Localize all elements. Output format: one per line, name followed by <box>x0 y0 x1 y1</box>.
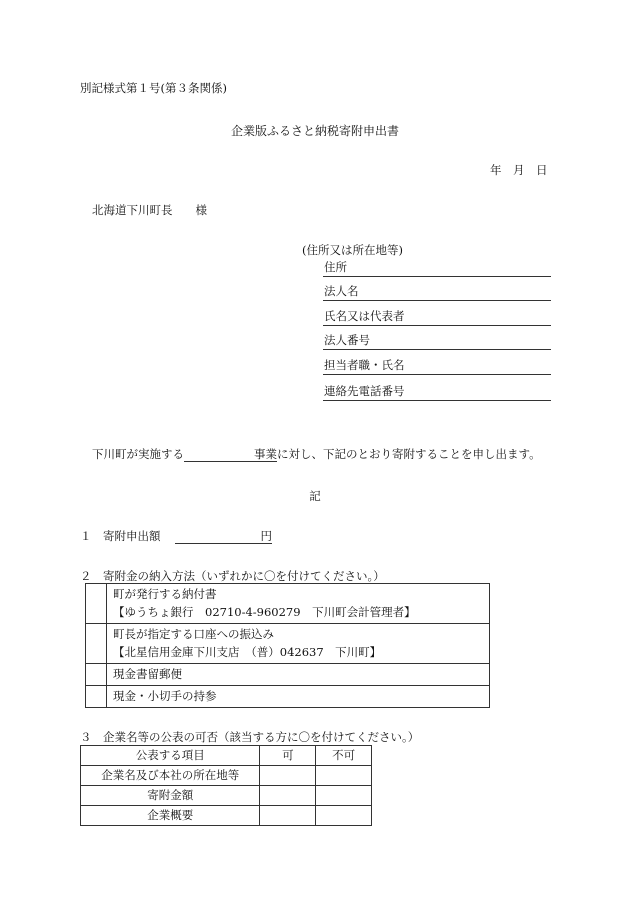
donation-amount-blank[interactable] <box>175 531 261 544</box>
applicant-representative-label: 氏名又は代表者 <box>324 309 405 323</box>
payment-option-mark-cell[interactable] <box>86 584 107 624</box>
payment-option-mark-cell[interactable] <box>86 624 107 664</box>
addressee: 北海道下川町長 様 <box>92 203 207 217</box>
publication-heading: ３ 企業名等の公表の可否（該当する方に〇を付けてください。） <box>80 730 420 744</box>
publication-yes-cell[interactable] <box>260 766 316 786</box>
payment-option-title: 町が発行する納付書 <box>113 587 217 601</box>
payment-option-row <box>86 624 490 664</box>
payment-option-row <box>86 664 490 686</box>
publication-row <box>81 786 372 806</box>
payment-option-row <box>86 686 490 708</box>
publication-no-cell[interactable] <box>316 766 372 786</box>
applicant-corporate-number-label: 法人番号 <box>324 333 370 347</box>
publication-row <box>81 806 372 826</box>
payment-option-title: 現金書留郵便 <box>113 667 182 681</box>
applicant-phone-field[interactable] <box>323 382 551 401</box>
donation-amount-line <box>80 528 272 544</box>
publication-yes-cell[interactable] <box>260 806 316 826</box>
payment-method-heading: ２ 寄附金の納入方法（いずれかに〇を付けてください。） <box>80 569 385 583</box>
form-number: 別記様式第１号(第３条関係) <box>80 81 227 95</box>
payment-option-cell <box>107 624 490 664</box>
donation-amount-label: １ 寄附申出額 <box>80 529 161 543</box>
applicant-representative-field[interactable] <box>323 307 551 326</box>
applicant-corporate-number-field[interactable] <box>323 331 551 350</box>
publication-item: 企業概要 <box>81 806 260 826</box>
applicant-address-field[interactable] <box>323 258 551 277</box>
publication-table <box>80 745 372 826</box>
payment-option-cell <box>107 664 490 686</box>
pledge-suffix: に対し、下記のとおり寄附することを申し出ます。 <box>277 447 541 461</box>
applicant-address-label: 住所 <box>324 260 347 274</box>
payment-option-cell <box>107 686 490 708</box>
pledge-statement <box>92 446 541 462</box>
donation-amount-unit: 円 <box>260 529 272 543</box>
ki-heading: 記 <box>309 489 321 503</box>
date-line: 年 月 日 <box>490 163 548 177</box>
project-name-blank[interactable] <box>184 449 254 462</box>
pledge-project-word: 事業 <box>254 447 277 461</box>
payment-option-row <box>86 584 490 624</box>
publication-no-cell[interactable] <box>316 786 372 806</box>
publication-row <box>81 766 372 786</box>
applicant-contact-person-label: 担当者職・氏名 <box>324 358 405 372</box>
publication-item: 企業名及び本社の所在地等 <box>81 766 260 786</box>
pledge-prefix: 下川町が実施する <box>92 447 184 461</box>
publication-yes-header: 可 <box>260 746 316 766</box>
payment-option-detail: 【北星信用金庫下川支店 （普）042637 下川町】 <box>113 645 382 659</box>
payment-option-cell <box>107 584 490 624</box>
document-title: 企業版ふるさと納税寄附申出書 <box>230 124 399 138</box>
publication-item: 寄附金額 <box>81 786 260 806</box>
payment-option-title: 現金・小切手の持参 <box>113 689 217 703</box>
publication-item-header: 公表する項目 <box>81 746 260 766</box>
payment-option-mark-cell[interactable] <box>86 664 107 686</box>
publication-no-cell[interactable] <box>316 806 372 826</box>
applicant-corporate-name-label: 法人名 <box>324 284 359 298</box>
applicant-heading: (住所又は所在地等) <box>302 243 403 257</box>
publication-no-header: 不可 <box>316 746 372 766</box>
applicant-corporate-name-field[interactable] <box>323 282 551 301</box>
applicant-contact-person-field[interactable] <box>323 356 551 375</box>
payment-option-detail: 【ゆうちょ銀行 02710-4-960279 下川町会計管理者】 <box>113 605 416 619</box>
payment-method-table <box>85 583 490 708</box>
publication-yes-cell[interactable] <box>260 786 316 806</box>
payment-option-title: 町長が指定する口座への振込み <box>113 627 274 641</box>
applicant-phone-label: 連絡先電話番号 <box>324 384 405 398</box>
publication-header-row <box>81 746 372 766</box>
payment-option-mark-cell[interactable] <box>86 686 107 708</box>
